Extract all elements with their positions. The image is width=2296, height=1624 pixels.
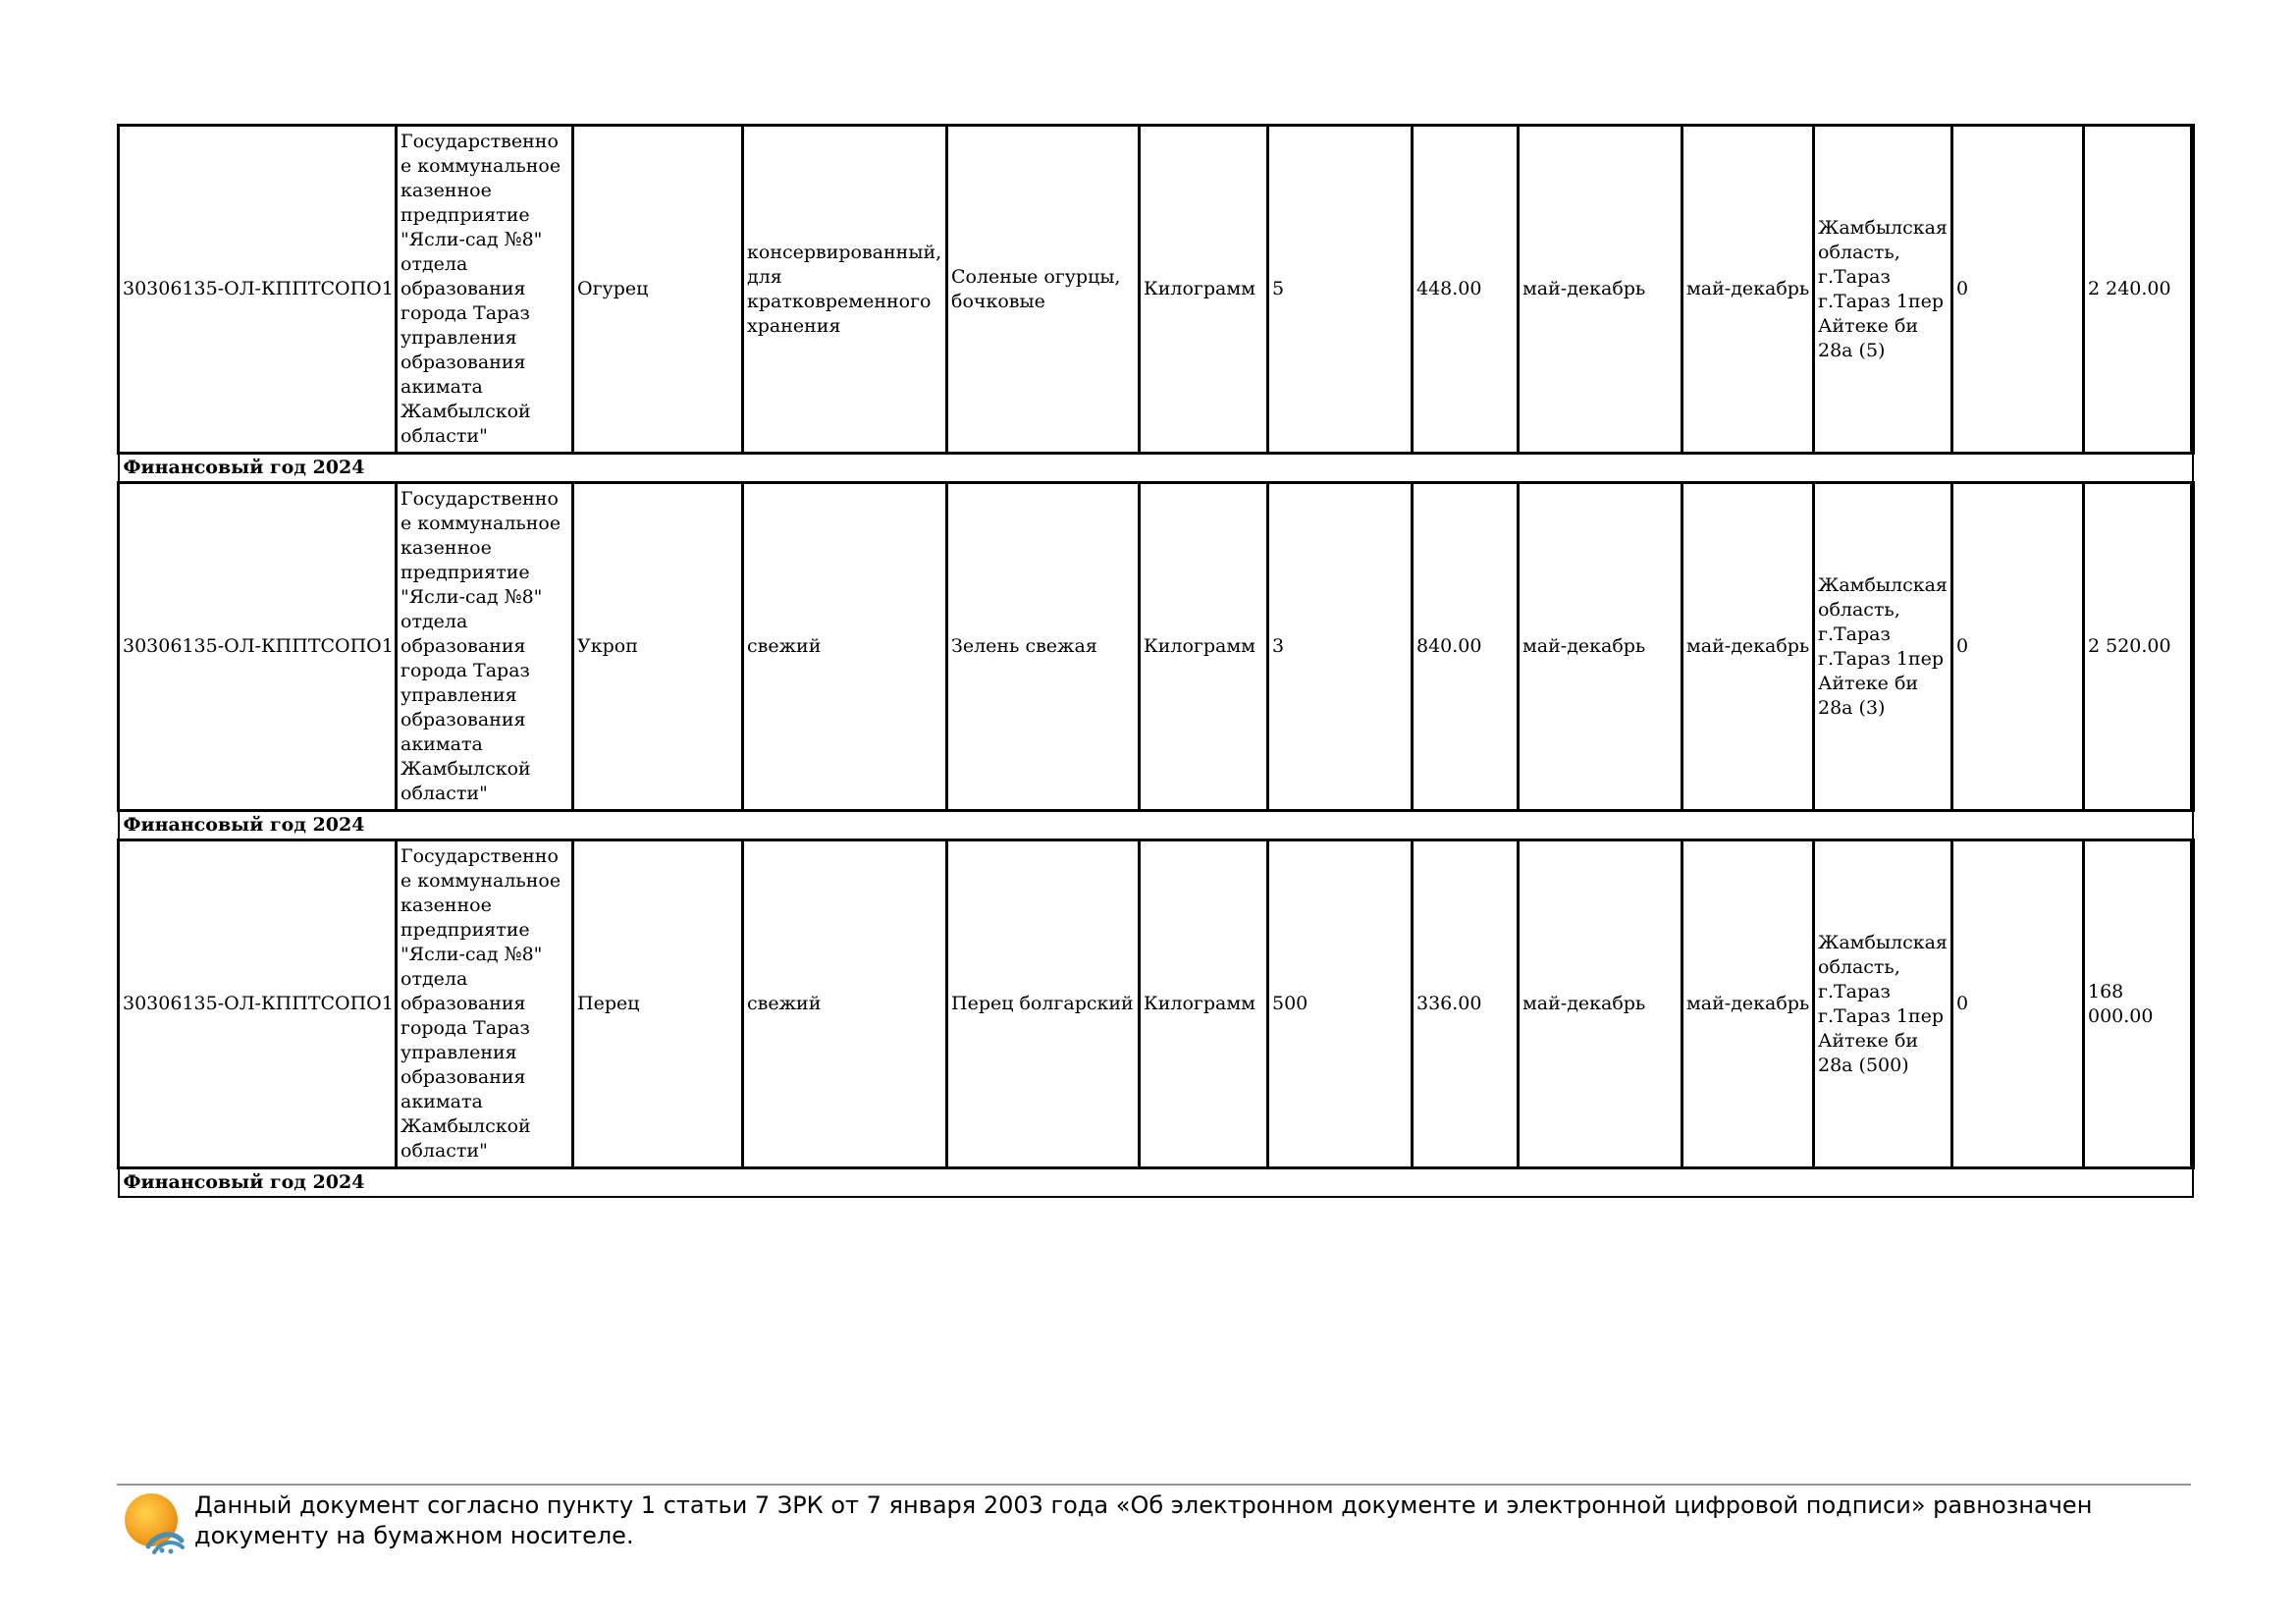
price-cell: 448.00 <box>1413 126 1519 454</box>
table-row <box>119 126 2193 454</box>
customer-cell: Государственное коммунальное казенное предприятие "Ясли-сад №8" отдела образования города Тараз управления образования акимата Жамбылской области" <box>397 483 573 811</box>
item-description-cell: Соленые огурцы, бочковые <box>947 126 1140 454</box>
unit-cell: Килограмм <box>1140 126 1268 454</box>
customer-cell: Государственное коммунальное казенное предприятие "Ясли-сад №8" отдела образования города Тараз управления образования акимата Жамбылской области" <box>397 126 573 454</box>
quantity-cell: 500 <box>1268 840 1413 1168</box>
fiscal-year-row <box>119 1168 2193 1198</box>
fiscal-year-row <box>119 454 2193 483</box>
lot-code-cell: 30306135-ОЛ-КППТСОПО1 <box>119 126 397 454</box>
item-name-cell: Перец <box>573 840 743 1168</box>
item-description-cell: Зелень свежая <box>947 483 1140 811</box>
quantity-cell: 5 <box>1268 126 1413 454</box>
customer-cell: Государственное коммунальное казенное предприятие "Ясли-сад №8" отдела образования города Тараз управления образования акимата Жамбылской области" <box>397 840 573 1168</box>
delivery-period-cell: май-декабрь <box>1519 126 1682 454</box>
delivery-period-cell: май-декабрь <box>1519 483 1682 811</box>
fiscal-year-row <box>119 811 2193 840</box>
price-cell: 840.00 <box>1413 483 1519 811</box>
sum-cell: 168 000.00 <box>2084 840 2193 1168</box>
lot-code-cell: 30306135-ОЛ-КППТСОПО1 <box>119 483 397 811</box>
delivery-period-cell: май-декабрь <box>1682 126 1814 454</box>
unit-cell: Килограмм <box>1140 840 1268 1168</box>
advance-cell: 0 <box>1952 126 2084 454</box>
price-cell: 336.00 <box>1413 840 1519 1168</box>
item-characteristic-cell: консервированный, для кратковременного хранения <box>743 126 947 454</box>
item-characteristic-cell: свежий <box>743 483 947 811</box>
delivery-place-cell: Жамбылская область, г.Тараз г.Тараз 1пер Айтеке би 28а (500) <box>1814 840 1952 1168</box>
lot-code-cell: 30306135-ОЛ-КППТСОПО1 <box>119 840 397 1168</box>
delivery-period-cell: май-декабрь <box>1682 483 1814 811</box>
egov-sun-logo-icon <box>121 1491 186 1556</box>
advance-cell: 0 <box>1952 840 2084 1168</box>
sum-cell: 2 240.00 <box>2084 126 2193 454</box>
item-description-cell: Перец болгарский <box>947 840 1140 1168</box>
delivery-place-cell: Жамбылская область, г.Тараз г.Тараз 1пер Айтеке би 28а (3) <box>1814 483 1952 811</box>
delivery-period-cell: май-декабрь <box>1682 840 1814 1168</box>
table-row <box>119 840 2193 1168</box>
item-name-cell: Огурец <box>573 126 743 454</box>
sum-cell: 2 520.00 <box>2084 483 2193 811</box>
item-name-cell: Укроп <box>573 483 743 811</box>
fiscal-year-label: Финансовый год 2024 <box>119 1168 2193 1198</box>
table-row <box>119 483 2193 811</box>
legal-notice-text: Данный документ согласно пункту 1 статьи 7 ЗРК от 7 января 2003 года «Об электронном документе и электронной цифровой подписи» равнозначен документу на бумажном носителе. <box>194 1491 2093 1549</box>
delivery-period-cell: май-декабрь <box>1519 840 1682 1168</box>
unit-cell: Килограмм <box>1140 483 1268 811</box>
delivery-place-cell: Жамбылская область, г.Тараз г.Тараз 1пер Айтеке би 28а (5) <box>1814 126 1952 454</box>
fiscal-year-label: Финансовый год 2024 <box>119 454 2193 483</box>
item-characteristic-cell: свежий <box>743 840 947 1168</box>
procurement-plan-table <box>117 124 2195 1198</box>
footer-divider <box>117 1484 2191 1486</box>
quantity-cell: 3 <box>1268 483 1413 811</box>
fiscal-year-label: Финансовый год 2024 <box>119 811 2193 840</box>
advance-cell: 0 <box>1952 483 2084 811</box>
